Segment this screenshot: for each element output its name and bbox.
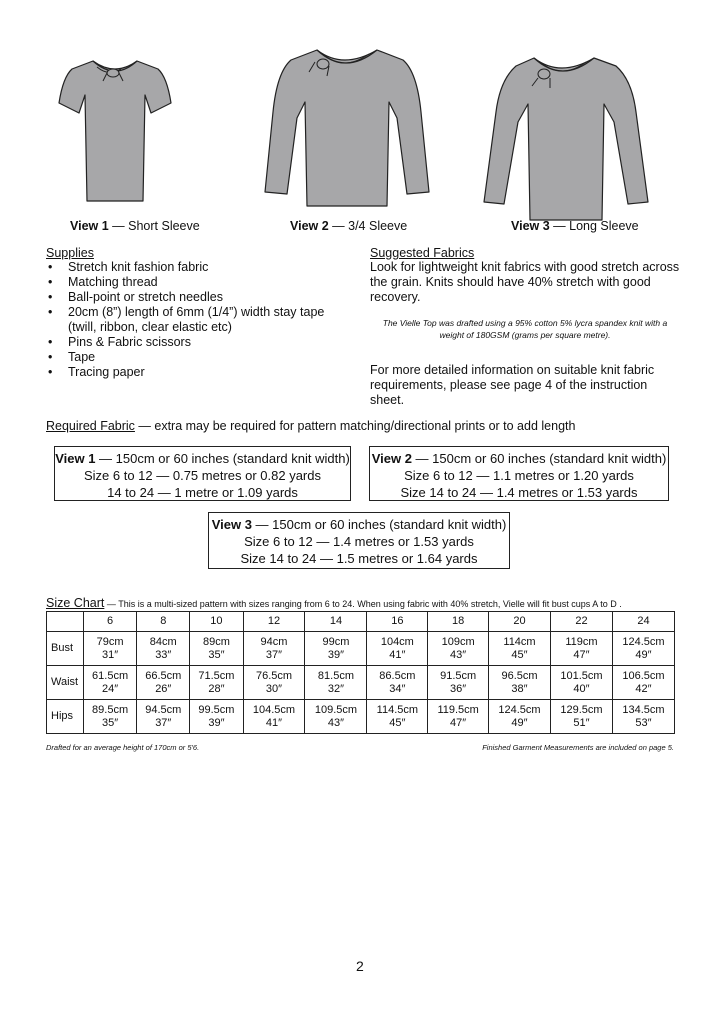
size-header-cell: 14 [305,612,367,632]
view-1-number: View 1 [70,219,109,233]
long-sleeve-top-illustration [476,52,656,224]
size-cell [428,632,489,666]
view-2-caption [290,219,407,233]
fabric-box-line2: Size 14 to 24 — 1.4 metres or 1.53 yards [400,485,638,500]
size-cell-inches: 37″ [265,648,283,661]
size-header-row [47,612,675,632]
size-cell-cm: 86.5cm [379,669,416,682]
supplies-title: Supplies [46,246,94,260]
size-chart-footnote-left: Drafted for an average height of 170cm or 5'6. [46,743,200,752]
size-cell-inches: 34″ [389,682,406,695]
size-header-cell: 20 [489,612,551,632]
view-3-number: View 3 [511,219,550,233]
size-cell [137,632,190,666]
view-1-caption [70,219,200,233]
size-cell-inches: 26″ [155,682,172,695]
size-cell-cm: 89.5cm [92,703,129,716]
size-header-cell: 6 [84,612,137,632]
view-2-number: View 2 [290,219,329,233]
size-cell [305,632,367,666]
size-cell-inches: 49″ [635,648,652,661]
size-header-cell: 12 [243,612,305,632]
fabric-drafting-note: The Vielle Top was drafted using a 95% cotton 5% lycra spandex knit with a weight of 180GSM (grams per square metre). [382,318,668,340]
size-chart-footnote-right: Finished Garment Measurements are included on page 5. [482,743,674,752]
size-cell [243,632,305,666]
view-1-fabric-box [54,446,351,501]
size-chart-table [46,611,675,734]
size-cell-cm: 94.5cm [145,703,182,716]
size-cell-cm: 114cm [503,635,536,648]
size-cell [550,700,612,734]
size-cell-inches: 47″ [573,648,590,661]
size-cell-cm: 124.5cm [498,703,541,716]
size-cell-inches: 35″ [208,648,225,661]
size-cell-inches: 32″ [327,682,345,695]
fabric-box-line2: Size 14 to 24 — 1.5 metres or 1.64 yards [240,551,478,566]
size-header-cell: 24 [612,612,674,632]
size-cell-cm: 119.5cm [437,703,479,716]
size-cell-inches: 41″ [389,648,406,661]
view-2-name: — 3/4 Sleeve [328,219,408,233]
size-cell-inches: 30″ [265,682,283,695]
size-cell-cm: 61.5cm [92,669,129,682]
supplies-item: • Tape [46,350,356,365]
suggested-fabrics-title: Suggested Fabrics [370,246,475,260]
fabric-box-view: View 3 [211,517,252,532]
size-cell-cm: 119cm [565,635,598,648]
supplies-list [46,260,356,380]
size-cell [428,700,489,734]
short-sleeve-top-illustration [55,55,175,205]
size-cell-cm: 91.5cm [440,669,477,682]
view-1-name: — Short Sleeve [108,219,200,233]
size-cell-cm: 84cm [149,635,177,648]
size-cell-cm: 109.5cm [314,703,358,716]
size-header-cell: 8 [137,612,190,632]
size-cell-inches: 53″ [635,716,652,729]
size-cell [489,666,551,700]
size-row-label: Hips [47,700,84,734]
size-cell-cm: 99cm [322,635,350,648]
size-header-cell: 18 [428,612,489,632]
required-fabric-heading [46,419,575,433]
size-cell-inches: 40″ [573,682,590,695]
size-cell-cm: 79cm [96,635,124,648]
size-cell-cm: 104.5cm [252,703,296,716]
size-cell [612,666,674,700]
size-cell-inches: 33″ [155,648,172,661]
size-cell-inches: 36″ [450,682,467,695]
supplies-section [46,246,356,380]
size-cell [84,700,137,734]
size-cell [489,700,551,734]
size-row-waist [47,666,675,700]
fabric-box-line1: Size 6 to 12 — 1.4 metres or 1.53 yards [244,534,474,549]
size-cell-inches: 45″ [511,648,528,661]
fabric-box-line1: Size 6 to 12 — 0.75 metres or 0.82 yards [83,468,321,483]
size-cell-cm: 106.5cm [622,669,665,682]
size-cell-cm: 104cm [380,635,414,648]
size-cell [305,700,367,734]
size-cell [243,666,305,700]
supplies-item: • Matching thread [46,275,356,290]
size-cell-inches: 35″ [102,716,119,729]
size-cell-inches: 49″ [511,716,528,729]
size-cell [190,632,243,666]
size-cell [84,666,137,700]
fabric-box-view: View 2 [371,451,412,466]
supplies-item: • Pins & Fabric scissors [46,335,356,350]
fabric-more-info: For more detailed information on suitable knit fabric requirements, please see page 4 of the instruction sheet. [370,363,655,407]
size-cell-inches: 42″ [635,682,652,695]
size-cell [190,700,243,734]
supplies-item: • Ball-point or stretch needles [46,290,356,305]
size-cell-inches: 51″ [573,716,590,729]
size-chart-subtitle: — This is a multi-sized pattern with sizes ranging from 6 to 24. When using fabric with 40% stretch, Vielle will fit bust cups A to D . [104,599,622,609]
size-cell [190,666,243,700]
size-cell [428,666,489,700]
size-header-cell: 16 [367,612,428,632]
size-cell-inches: 31″ [102,648,119,661]
size-cell-inches: 47″ [450,716,467,729]
size-cell-cm: 99.5cm [198,703,235,716]
view-3-name: — Long Sleeve [549,219,639,233]
size-cell [137,700,190,734]
required-fabric-title: Required Fabric [46,419,135,433]
size-cell [550,632,612,666]
size-row-hips [47,700,675,734]
supplies-item: • Stretch knit fashion fabric [46,260,356,275]
size-cell [612,700,674,734]
size-row-label: Bust [47,632,84,666]
fabric-box-width: — 150cm or 60 inches (standard knit width) [95,451,350,466]
size-cell [367,666,428,700]
view-3-caption [511,219,639,233]
size-cell-cm: 66.5cm [145,669,182,682]
size-cell-cm: 124.5cm [622,635,665,648]
size-cell-inches: 39″ [208,716,225,729]
three-quarter-sleeve-top-illustration [257,42,437,214]
suggested-fabrics-section [370,246,680,408]
supplies-item: • Tracing paper [46,365,356,380]
size-row-bust [47,632,675,666]
supplies-item: • 20cm (8”) length of 6mm (1/4”) width stay tape (twill, ribbon, clear elastic etc) [46,305,356,335]
suggested-fabrics-text: Look for lightweight knit fabrics with good stretch across the grain. Knits should have 40% stretch with good recovery. [370,260,680,304]
size-cell-inches: 43″ [327,716,345,729]
view-2-fabric-box [369,446,669,501]
fabric-box-line1: Size 6 to 12 — 1.1 metres or 1.20 yards [404,468,634,483]
size-header-cell: 22 [550,612,612,632]
required-fabric-subtitle: — extra may be required for pattern matching/directional prints or to add length [134,419,576,433]
size-cell [550,666,612,700]
fabric-box-width: — 150cm or 60 inches (standard knit width) [251,517,507,532]
size-cell [243,700,305,734]
size-cell-cm: 101.5cm [560,669,603,682]
size-cell [367,700,428,734]
size-cell [489,632,551,666]
page-number: 2 [356,958,364,974]
size-cell-cm: 76.5cm [255,669,293,682]
size-cell-inches: 45″ [389,716,406,729]
size-chart-title: Size Chart [46,596,105,610]
size-cell-cm: 71.5cm [198,669,235,682]
fabric-box-view: View 1 [55,451,96,466]
size-cell-inches: 41″ [265,716,283,729]
size-cell-cm: 129.5cm [560,703,603,716]
size-row-label: Waist [47,666,84,700]
size-cell-inches: 38″ [511,682,528,695]
fabric-box-width: — 150cm or 60 inches (standard knit width) [411,451,667,466]
size-header-cell: 10 [190,612,243,632]
size-cell-cm: 94cm [260,635,288,648]
size-cell-cm: 89cm [202,635,230,648]
size-cell-cm: 134.5cm [622,703,665,716]
size-cell-inches: 37″ [155,716,172,729]
size-cell-cm: 109cm [441,635,475,648]
size-chart-heading [46,594,622,612]
size-cell-cm: 96.5cm [501,669,538,682]
fabric-box-line2: 14 to 24 — 1 metre or 1.09 yards [107,485,298,500]
size-chart-body [47,632,675,734]
size-cell-cm: 81.5cm [317,669,354,682]
size-cell-cm: 114.5cm [376,703,419,716]
size-cell [84,632,137,666]
size-cell [612,632,674,666]
size-cell [367,632,428,666]
size-cell [305,666,367,700]
size-header-empty [47,612,84,632]
size-cell-inches: 24″ [102,682,119,695]
size-cell-inches: 39″ [327,648,345,661]
size-cell-inches: 43″ [450,648,467,661]
size-cell [137,666,190,700]
size-cell-inches: 28″ [208,682,225,695]
view-3-fabric-box [208,512,510,569]
